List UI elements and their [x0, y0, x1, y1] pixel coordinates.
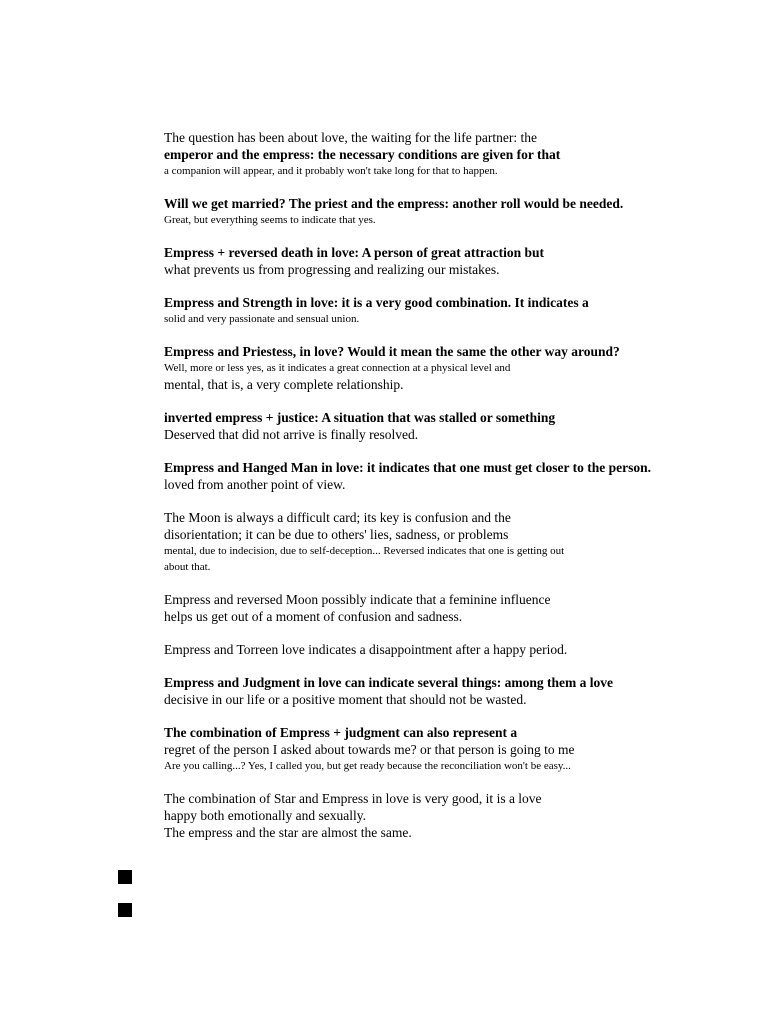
- paragraph: [164, 195, 704, 228]
- text-line: mental, that is, a very complete relationship.: [164, 377, 404, 392]
- text-line: Great, but everything seems to indicate that yes.: [164, 214, 376, 226]
- paragraph-spacer: [164, 278, 704, 294]
- text-line: about that.: [164, 561, 211, 573]
- paragraph-spacer: [164, 708, 704, 724]
- paragraph: [164, 459, 704, 493]
- text-line: emperor and the empress: the necessary conditions are given for that: [164, 147, 561, 162]
- text-line: The combination of Empress + judgment can also represent a: [164, 725, 518, 740]
- text-line: happy both emotionally and sexually.: [164, 808, 366, 823]
- square-bullet-icon: [118, 870, 132, 884]
- text-line: The Moon is always a difficult card; its key is confusion and the: [164, 510, 511, 525]
- text-line: helps us get out of a moment of confusion and sadness.: [164, 609, 463, 624]
- paragraph-spacer: [164, 327, 704, 343]
- paragraph-spacer: [164, 493, 704, 509]
- text-line: Empress + reversed death in love: A person of great attraction but: [164, 245, 545, 260]
- text-line: disorientation; it can be due to others' lies, sadness, or problems: [164, 527, 509, 542]
- paragraph-spacer: [164, 179, 704, 195]
- paragraph-spacer: [164, 658, 704, 674]
- text-line: a companion will appear, and it probably won't take long for that to happen.: [164, 165, 498, 177]
- text-line: Will we get married? The priest and the empress: another roll would be needed.: [164, 196, 624, 211]
- text-line: solid and very passionate and sensual union.: [164, 313, 360, 325]
- paragraph: [164, 343, 704, 393]
- paragraph: [164, 129, 704, 179]
- text-line: Are you calling...? Yes, I called you, but get ready because the reconciliation won't be easy...: [164, 760, 571, 772]
- document-body: [164, 129, 704, 841]
- text-line: Empress and Hanged Man in love: it indicates that one must get closer to the person.: [164, 460, 651, 475]
- text-line: Empress and Priestess, in love? Would it mean the same the other way around?: [164, 344, 620, 359]
- text-line: The empress and the star are almost the same.: [164, 825, 412, 840]
- text-line: mental, due to indecision, due to self-deception... Reversed indicates that one is getting out: [164, 545, 565, 557]
- text-line: The combination of Star and Empress in love is very good, it is a love: [164, 791, 542, 806]
- text-line: regret of the person I asked about towards me? or that person is going to me: [164, 742, 575, 757]
- text-line: Deserved that did not arrive is finally resolved.: [164, 427, 419, 442]
- text-line: The question has been about love, the waiting for the life partner: the: [164, 130, 538, 145]
- paragraph-spacer: [164, 774, 704, 790]
- paragraph: [164, 674, 704, 708]
- paragraph: [164, 641, 704, 658]
- paragraph: [164, 790, 704, 841]
- paragraph-spacer: [164, 228, 704, 244]
- paragraph-spacer: [164, 443, 704, 459]
- text-line: Empress and Judgment in love can indicate several things: among them a love: [164, 675, 614, 690]
- paragraph: [164, 591, 704, 625]
- paragraph: [164, 244, 704, 278]
- paragraph: [164, 409, 704, 443]
- paragraph-spacer: [164, 625, 704, 641]
- paragraph: [164, 509, 704, 575]
- paragraph: [164, 294, 704, 327]
- text-line: Empress and Strength in love: it is a very good combination. It indicates a: [164, 295, 589, 310]
- text-line: Well, more or less yes, as it indicates a great connection at a physical level and: [164, 362, 511, 374]
- text-line: loved from another point of view.: [164, 477, 346, 492]
- paragraph-spacer: [164, 575, 704, 591]
- text-line: inverted empress + justice: A situation that was stalled or something: [164, 410, 556, 425]
- text-line: Empress and reversed Moon possibly indicate that a feminine influence: [164, 592, 551, 607]
- paragraph-spacer: [164, 393, 704, 409]
- text-line: what prevents us from progressing and realizing our mistakes.: [164, 262, 500, 277]
- paragraph: [164, 724, 704, 774]
- square-bullet-icon: [118, 903, 132, 917]
- text-line: decisive in our life or a positive moment that should not be wasted.: [164, 692, 527, 707]
- text-line: Empress and Torreen love indicates a disappointment after a happy period.: [164, 642, 568, 657]
